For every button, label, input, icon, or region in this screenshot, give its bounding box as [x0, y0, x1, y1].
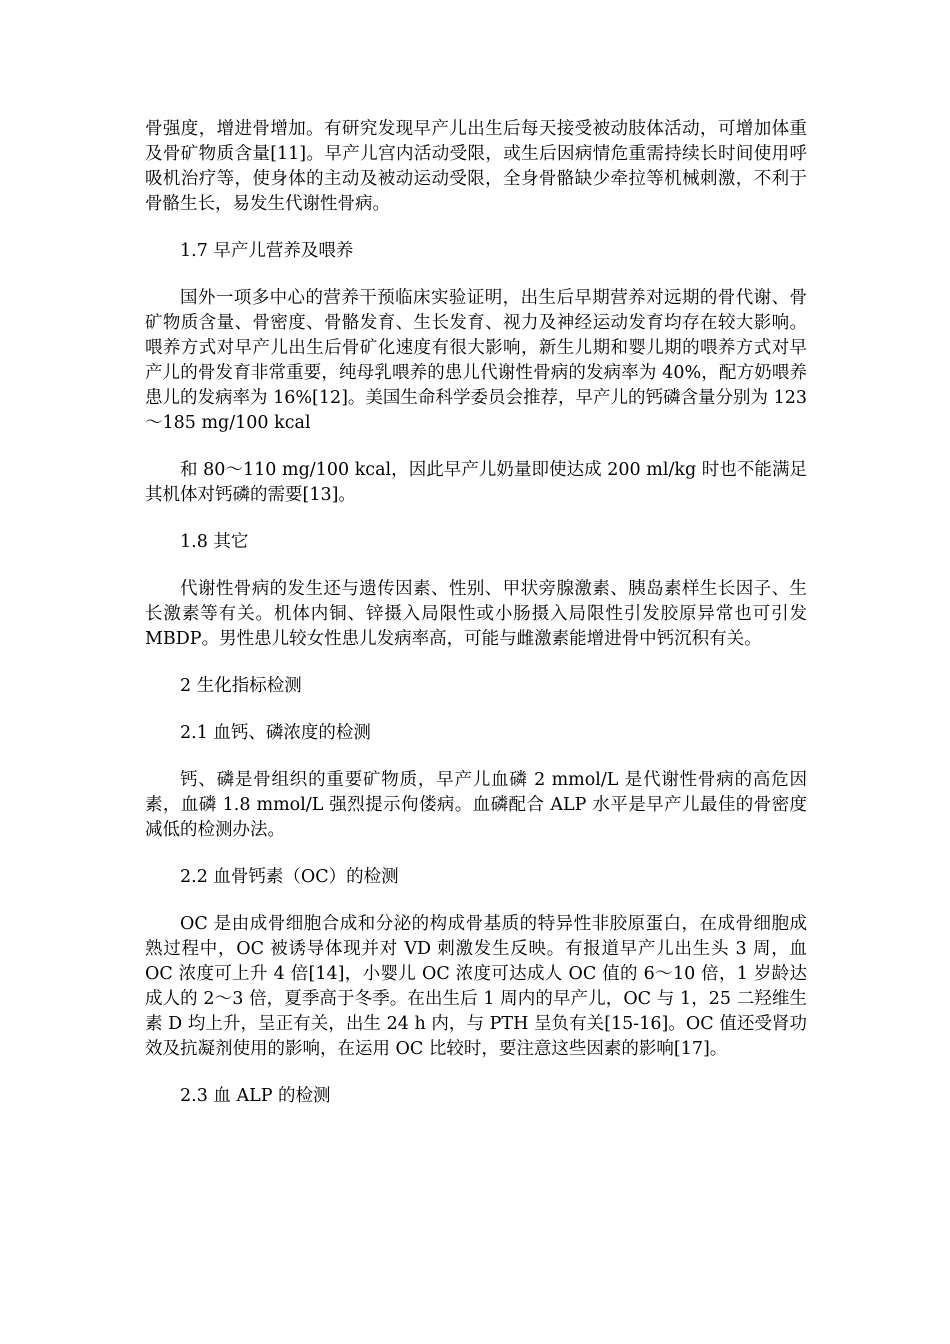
paragraph-bone-strength: 骨强度，增进骨增加。有研究发现早产儿出生后每天接受被动肢体活动，可增加体重及骨矿物质含量[11]。早产儿宫内活动受限，或生后因病情危重需持续长时间使用呼吸机治疗等，使身体的主动及被动运动受限，全身骨骼缺少牵拉等机械刺激，不利于骨骼生长，易发生代谢性骨病。	[145, 119, 807, 214]
section-heading-1-8: 1.8 其它	[180, 532, 249, 552]
paragraph-blood-calcium: 钙、磷是骨组织的重要矿物质，早产儿血磷 2 mmol/L 是代谢性骨病的高危因素，血磷 1.8 mmol/L 强烈提示佝偻病。血磷配合 ALP 水平是早产儿最佳的骨密度减低的检测办法。	[145, 770, 807, 840]
section-heading-2-2: 2.2 血骨钙素（OC）的检测	[180, 867, 399, 887]
document-body	[145, 117, 807, 1131]
paragraph-calcium-phosphorus: 和 80～110 mg/100 kcal，因此早产儿奶量即使达成 200 ml/kg 时也不能满足其机体对钙磷的需要[13]。	[145, 460, 807, 505]
paragraph-nutrition: 国外一项多中心的营养干预临床实验证明，出生后早期营养对远期的骨代谢、骨矿物质含量、骨密度、骨骼发育、生长发育、视力及神经运动发育均存在较大影响。喂养方式对早产儿出生后骨矿化速度有很大影响，新生儿期和婴儿期的喂养方式对早产儿的骨发育非常重要，纯母乳喂养的患儿代谢性骨病的发病率为 40%，配方奶喂养患儿的发病率为 16%[12]。美国生命科学委员会推荐，早产儿的钙磷含量分别为 123～185 mg/100 kcal	[145, 288, 807, 433]
section-heading-2-1: 2.1 血钙、磷浓度的检测	[180, 723, 371, 743]
section-heading-2-3: 2.3 血 ALP 的检测	[180, 1086, 331, 1106]
section-heading-1-7: 1.7 早产儿营养及喂养	[180, 241, 354, 261]
paragraph-other-factors: 代谢性骨病的发生还与遗传因素、性别、甲状旁腺激素、胰岛素样生长因子、生长激素等有关。机体内铜、锌摄入局限性或小肠摄入局限性引发胶原异常也可引发 MBDP。男性患儿较女性患儿发病率高，可能与雌激素能增进骨中钙沉积有关。	[145, 579, 807, 649]
paragraph-osteocalcin: OC 是由成骨细胞合成和分泌的构成骨基质的特异性非胶原蛋白，在成骨细胞成熟过程中，OC 被诱导体现并对 VD 刺激发生反映。有报道早产儿出生头 3 周，血 OC 浓度可上升 4 倍[14]，小婴儿 OC 浓度可达成人 OC 值的 6～10 倍，1 岁龄达成人的 2～3 倍，夏季高于冬季。在出生后 1 周内的早产儿，OC 与 1，25 二羟维生素 D 均上升，呈正有关，出生 24 h 内，与 PTH 呈负有关[15-16]。OC 值还受肾功效及抗凝剂使用的影响，在运用 OC 比较时，要注意这些因素的影响[17]。	[145, 914, 807, 1059]
section-heading-2: 2 生化指标检测	[180, 676, 302, 696]
